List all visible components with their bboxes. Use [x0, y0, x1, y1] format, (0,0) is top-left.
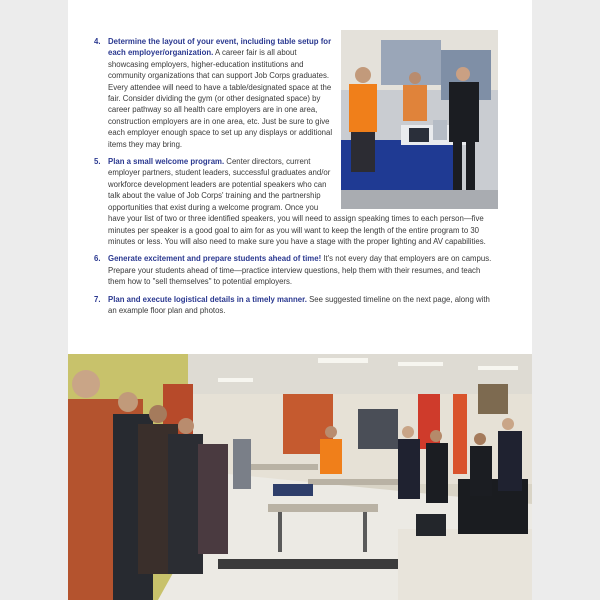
step-body: A career fair is all about showcasing employers, higher-education institutions and community organizations that can support Job Corps graduates. Every attendee will need to have a table/designated space at the fair. Consider dividing the gym (or other designated space) by career pathway so all health care employers are in one area, construction employers are in one area, etc. Just be sure to give each employer enough space to set up any displays or additional items they may bring.: [108, 48, 333, 149]
step-body: See suggested timeline on the next page, along with an example floor plan and photos.: [108, 294, 490, 315]
step-item: [94, 253, 498, 287]
event-steps-list: [94, 36, 498, 322]
step-item: [94, 156, 498, 247]
step-number: 5.: [94, 157, 101, 167]
step-heading: Determine the layout of your event, including table setup for each employer/organization.: [108, 37, 332, 58]
step-heading: Generate excitement and prepare students ahead of time!: [108, 254, 322, 264]
document-page: [68, 0, 532, 600]
step-heading: Plan a small welcome program.: [108, 157, 225, 167]
step-heading: Plan and execute logistical details in a timely manner.: [108, 294, 307, 304]
step-body: It's not every day that employers are on campus. Prepare your students ahead of time—practice interview questions, help them with their resumes, and teach them how to "sell themselves" to potential employers.: [108, 254, 492, 287]
step-item: [94, 294, 498, 317]
classroom-event-photo: [68, 354, 532, 600]
step-number: 4.: [94, 37, 101, 46]
step-number: 7.: [94, 294, 101, 304]
step-body: Center directors, current employer partners, student leaders, successful graduates and/or workforce development leaders are potential speakers who can talk about the value of Job Corps' training and the partnership opportunities that exist during a welcome program. Once you have your list of two or three identified speakers, you will need to assign speaking times to each person—five minutes per speaker is a good goal to aim for as you will want to keep the length of the entire program to 30 minutes or less. You will also need to make sure you have a stage with the proper lighting and AV capabilities.: [108, 157, 486, 246]
step-item: [94, 36, 498, 150]
step-number: 6.: [94, 254, 101, 264]
